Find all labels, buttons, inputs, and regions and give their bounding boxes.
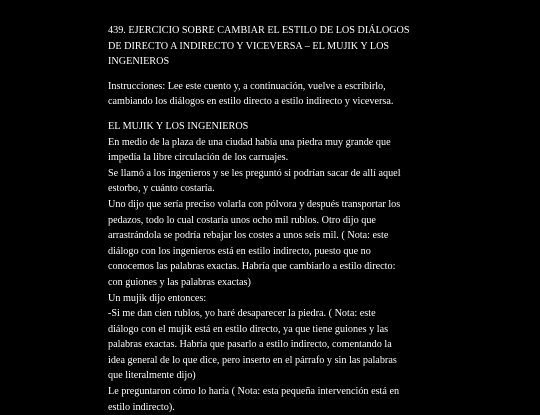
title-line: DE DIRECTO A INDIRECTO Y VICEVERSA – EL MUJIK Y LOS xyxy=(108,40,390,52)
story-line: Un mujik dijo entonces: xyxy=(108,292,207,304)
exercise-title xyxy=(108,23,436,70)
story-line: Uno dijo que sería preciso volarla con pólvora y después transportar los xyxy=(108,198,401,210)
story-line: arrastrándola se podría rebajar los costes a unos seis mil. ( Nota: este xyxy=(108,230,389,242)
story-line: diálogo con los ingenieros está en estilo indirecto, puesto que no xyxy=(108,245,371,257)
story-line: pedazos, todo lo cual costaría unos ocho mil rublos. Otro dijo que xyxy=(108,214,376,226)
title-line: 439. EJERCICIO SOBRE CAMBIAR EL ESTILO DE LOS DIÁLOGOS xyxy=(108,25,410,36)
story-line: que literalmente dijo) xyxy=(108,370,196,382)
story-line: estilo indirecto). xyxy=(108,401,175,413)
story-line: idea general de lo que dice, pero inserto en el párrafo y sin las palabras xyxy=(108,354,397,366)
story-line: -Si me dan cien rublos, yo haré desaparecer la piedra. ( Nota: este xyxy=(108,308,376,320)
instructions-line: cambiando los diálogos en estilo directo a estilo indirecto y viceversa. xyxy=(108,96,394,108)
instructions-paragraph xyxy=(108,79,436,110)
story-body xyxy=(108,119,436,415)
title-line: INGENIEROS xyxy=(108,56,170,68)
story-line: con guiones y las palabras exactas) xyxy=(108,276,251,288)
story-heading: EL MUJIK Y LOS INGENIEROS xyxy=(108,120,249,132)
story-line: En medio de la plaza de una ciudad había una piedra muy grande que xyxy=(108,136,391,148)
story-line: impedía la libre circulación de los carruajes. xyxy=(108,152,289,164)
story-line: conocemos las palabras exactas. Habría que cambiarlo a estilo directo: xyxy=(108,261,396,273)
story-line: estorbo, y cuánto costaría. xyxy=(108,183,215,195)
story-line: Se llamó a los ingenieros y se les preguntó si podrían sacar de allí aquel xyxy=(108,167,401,179)
document-page xyxy=(108,23,436,415)
story-line: diálogo con el mujik está en estilo directo, ya que tiene guiones y las xyxy=(108,323,389,335)
instructions-line: Instrucciones: Lee este cuento y, a continuación, vuelve a escribirlo, xyxy=(108,80,386,92)
story-line: palabras exactas. Habría que pasarlo a estilo indirecto, comentando la xyxy=(108,339,392,351)
story-line: Le preguntaron cómo lo haría ( Nota: esta pequeña intervención está en xyxy=(108,386,400,398)
